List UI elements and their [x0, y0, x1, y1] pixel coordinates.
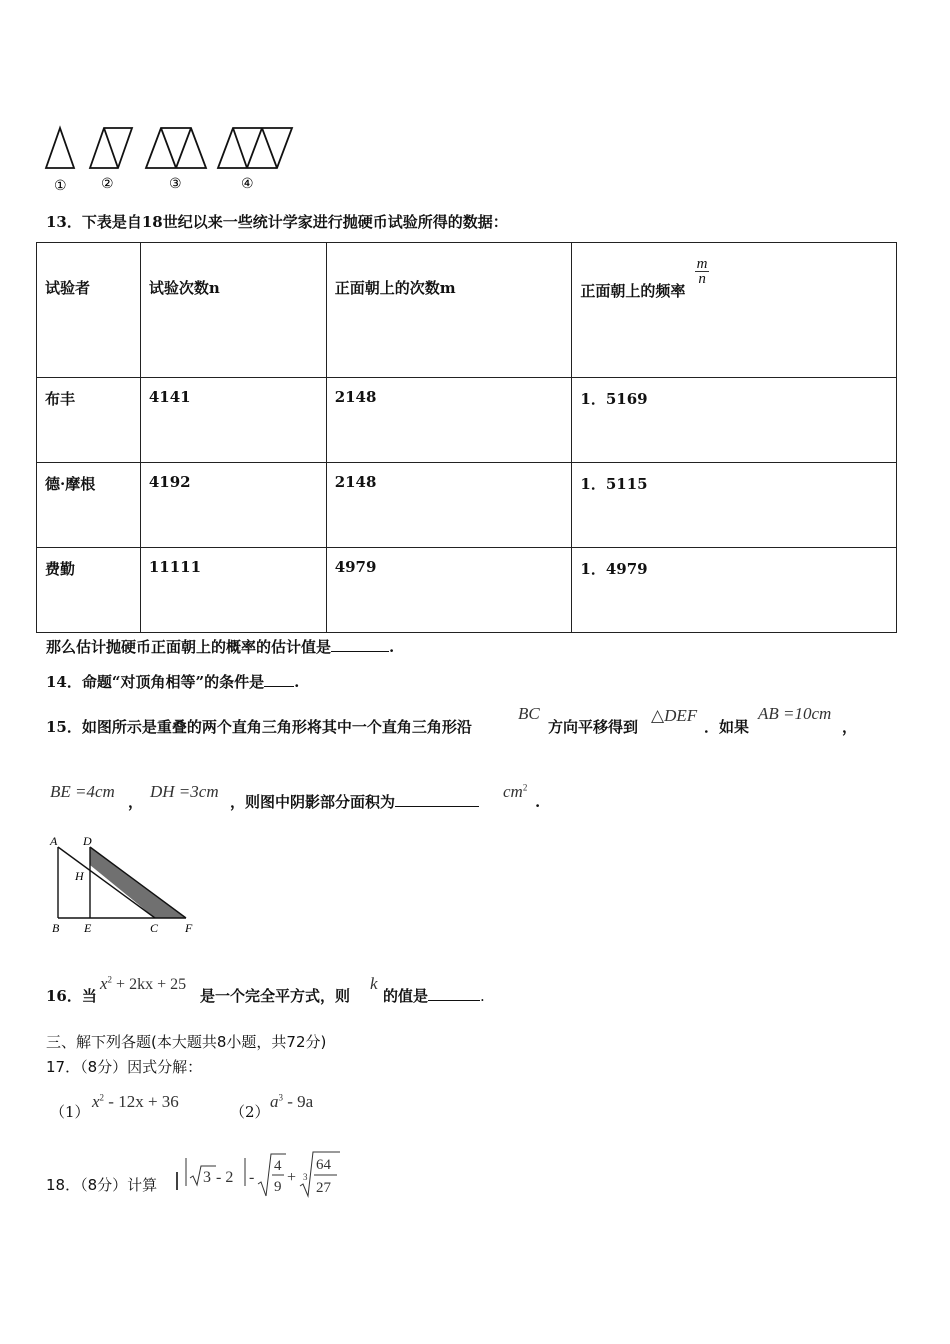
q16-p1: 16．当: [46, 987, 97, 1005]
q17-part1-label: （1）: [50, 1103, 90, 1121]
q15-unit: $cm^2$: [503, 782, 528, 801]
cube-root-index: 3: [303, 1172, 308, 1182]
header-cell: 正面朝上的次数m: [326, 243, 572, 378]
q17-part2-expr: $a^3 - 9a$: [270, 1092, 314, 1111]
pattern-label-2: ②: [101, 177, 114, 192]
q15-def: △DEF: [651, 706, 698, 725]
answer-blank: [331, 637, 389, 652]
frac2-den: 27: [316, 1180, 331, 1196]
cell: 4192: [140, 463, 326, 548]
q18-expression: [172, 1148, 347, 1204]
cell: 4141: [140, 378, 326, 463]
minus-two: - 2: [216, 1169, 234, 1186]
frac2-num: 64: [316, 1157, 331, 1173]
triangle-pattern-figure: [40, 122, 300, 194]
q15-be: BE =4cm: [50, 782, 115, 801]
header-cell: [572, 243, 897, 378]
q16-expr: $x^2 + 2kx + 25$: [100, 974, 187, 993]
minus-sign: -: [249, 1169, 255, 1186]
q15-line1: 15．如图所示是重叠的两个直角三角形将其中一个直角三角形沿: [46, 718, 472, 736]
label-h: H: [75, 869, 84, 883]
plus-sign: +: [287, 1169, 297, 1186]
q13-title: 13．下表是自18世纪以来一些统计学家进行抛硬币试验所得的数据：: [46, 213, 508, 231]
q15-p3: ．如果: [704, 718, 750, 736]
q15-p5: ，则图中阴影部分面积为: [230, 792, 479, 812]
pattern-4: [218, 128, 292, 168]
freq-header-label: 正面朝上的频率: [580, 281, 686, 300]
pattern-label-3: ③: [169, 177, 182, 192]
table-row: [37, 548, 897, 633]
q15-p4: ，: [842, 718, 858, 736]
label-d: D: [83, 834, 92, 848]
cell: 11111: [140, 548, 326, 633]
header-cell: 试验者: [37, 243, 141, 378]
q15-p2: 方向平移得到: [548, 718, 639, 736]
cell: 2148: [326, 463, 572, 548]
q16-p3: 的值是 .: [383, 987, 485, 1005]
q17-part2-label: （2）: [230, 1103, 270, 1121]
triangle-translation-figure: [44, 832, 204, 940]
cell: 4979: [326, 548, 572, 633]
pattern-label-1: ①: [54, 179, 67, 194]
pattern-3: [146, 128, 206, 168]
q13-followup: 那么估计抛硬币正面朝上的概率的估计值是 .: [46, 638, 395, 656]
pattern-label-4: ④: [241, 177, 254, 192]
cell: 费勤: [37, 548, 141, 633]
q15-ab: AB =10cm: [758, 704, 832, 723]
answer-blank: [264, 672, 294, 687]
q17-title: 17．（8分）因式分解：: [46, 1058, 203, 1076]
answer-blank: [395, 792, 479, 807]
q16-k: k: [370, 974, 378, 993]
q15-bc: BC: [518, 704, 540, 723]
frac1-den: 9: [274, 1179, 282, 1195]
frac1-num: 4: [274, 1158, 282, 1174]
q15-dh: DH =3cm: [150, 782, 219, 801]
table-row: [37, 463, 897, 548]
cell: 1．4979: [572, 548, 897, 633]
sqrt3-value: 3: [203, 1169, 211, 1186]
header-cell: 试验次数n: [140, 243, 326, 378]
label-b: B: [52, 921, 60, 935]
label-f: F: [185, 921, 193, 935]
pattern-2: [90, 128, 132, 168]
cell: 布丰: [37, 378, 141, 463]
q15-comma: ，: [128, 793, 144, 811]
section3-title: 三、解下列各题(本大题共8小题，共72分): [46, 1033, 327, 1051]
q14: 14．命题“对顶角相等”的条件是 .: [46, 673, 300, 691]
q15-end: .: [535, 793, 541, 811]
answer-blank: [428, 986, 480, 1001]
cell: 1．5169: [572, 378, 897, 463]
pattern-1: [46, 128, 74, 168]
coin-toss-table: [36, 242, 897, 633]
label-e: E: [84, 921, 92, 935]
table-header-row: [37, 243, 897, 378]
label-c: C: [150, 921, 159, 935]
q18-title: 18．（8分）计算: [46, 1176, 158, 1194]
label-a: A: [50, 834, 58, 848]
table-row: [37, 378, 897, 463]
cell: 德·摩根: [37, 463, 141, 548]
q17-part1-expr: $x^2 - 12x + 36$: [92, 1092, 179, 1111]
q16-p2: 是一个完全平方式，则: [200, 987, 351, 1005]
cell: 2148: [326, 378, 572, 463]
cell: 1．5115: [572, 463, 897, 548]
freq-fraction: $\frac{m}{n}$: [696, 256, 708, 287]
